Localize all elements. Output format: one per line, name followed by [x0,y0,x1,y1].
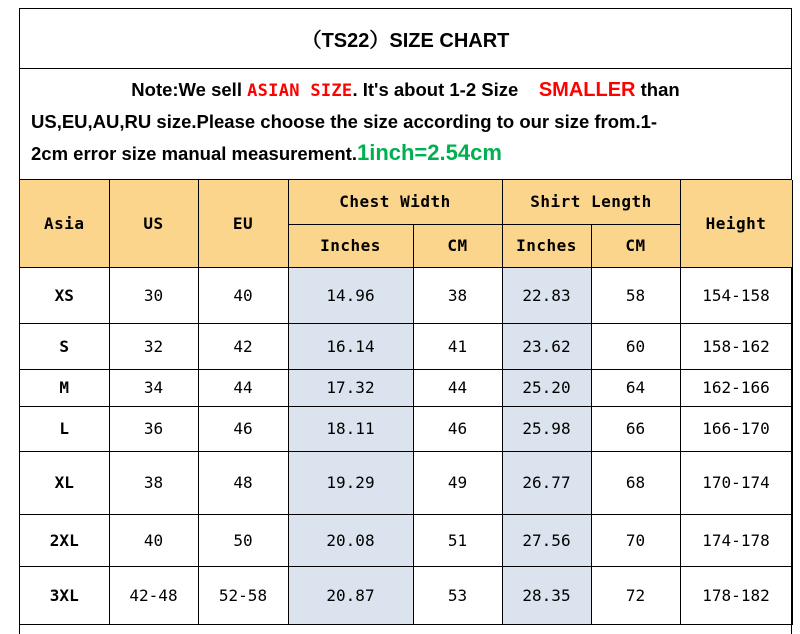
header-eu: EU [198,180,288,267]
length-inches: 25.20 [502,369,591,406]
height-range: 154-158 [680,267,792,323]
table-row [20,514,792,566]
length-cm: 58 [591,267,680,323]
header-height: Height [680,180,792,267]
size-asia: 3XL [20,566,109,624]
chest-cm: 38 [413,267,502,323]
size-eu: 40 [198,267,288,323]
chest-cm: 51 [413,514,502,566]
height-range: 166-170 [680,406,792,451]
length-cm: 60 [591,323,680,369]
inch-conversion-highlight: 1inch=2.54cm [356,140,502,165]
table-row [20,267,792,323]
size-eu: 50 [198,514,288,566]
note-line-1 [20,79,791,102]
table-row [20,566,792,624]
note-line-3 [31,140,800,166]
length-inches: 26.77 [502,451,591,514]
height-range: 174-178 [680,514,792,566]
size-eu: 48 [198,451,288,514]
note-mid: . It's about 1-2 Size [352,79,524,100]
length-cm: 66 [591,406,680,451]
height-range: 170-174 [680,451,792,514]
chest-cm: 49 [413,451,502,514]
chest-inches: 19.29 [288,451,413,514]
chest-cm: 46 [413,406,502,451]
chart-title: （TS22）SIZE CHART [20,9,791,69]
length-cm: 64 [591,369,680,406]
length-inches: 23.62 [502,323,591,369]
size-us: 36 [109,406,198,451]
asian-size-highlight: ASIAN SIZE [247,81,353,101]
note-suffix: than [635,79,680,100]
size-us: 34 [109,369,198,406]
header-asia: Asia [20,180,109,267]
chest-cm: 41 [413,323,502,369]
header-chest-width: Chest Width [288,180,502,224]
note-line-2: US,EU,AU,RU size.Please choose the size according to our size from.1- [31,111,658,132]
size-chart [19,8,792,634]
header-chest-cm: CM [413,224,502,267]
chest-inches: 18.11 [288,406,413,451]
chest-inches: 14.96 [288,267,413,323]
size-asia: XL [20,451,109,514]
size-asia: 2XL [20,514,109,566]
header-length-cm: CM [591,224,680,267]
header-us: US [109,180,198,267]
chest-inches: 20.87 [288,566,413,624]
table-row [20,406,792,451]
size-eu: 44 [198,369,288,406]
height-range: 158-162 [680,323,792,369]
length-cm: 70 [591,514,680,566]
size-eu: 52-58 [198,566,288,624]
length-cm: 72 [591,566,680,624]
size-asia: M [20,369,109,406]
size-note [20,69,791,180]
length-inches: 22.83 [502,267,591,323]
size-us: 40 [109,514,198,566]
size-eu: 42 [198,323,288,369]
length-inches: 28.35 [502,566,591,624]
size-asia: XS [20,267,109,323]
size-us: 30 [109,267,198,323]
note-line3-text: 2cm error size manual measurement. [31,143,357,164]
chest-inches: 16.14 [288,323,413,369]
size-us: 38 [109,451,198,514]
chest-inches: 20.08 [288,514,413,566]
length-inches: 27.56 [502,514,591,566]
table-row [20,369,792,406]
chest-cm: 53 [413,566,502,624]
header-shirt-length: Shirt Length [502,180,680,224]
table-row [20,323,792,369]
header-chest-inches: Inches [288,224,413,267]
chest-inches: 17.32 [288,369,413,406]
size-table [20,180,793,625]
table-row [20,451,792,514]
length-inches: 25.98 [502,406,591,451]
chest-cm: 44 [413,369,502,406]
size-asia: S [20,323,109,369]
size-asia: L [20,406,109,451]
size-us: 42-48 [109,566,198,624]
size-eu: 46 [198,406,288,451]
height-range: 162-166 [680,369,792,406]
length-cm: 68 [591,451,680,514]
size-us: 32 [109,323,198,369]
header-length-inches: Inches [502,224,591,267]
smaller-highlight: SMALLER [538,79,636,101]
note-prefix: Note:We sell [131,79,248,100]
height-range: 178-182 [680,566,792,624]
